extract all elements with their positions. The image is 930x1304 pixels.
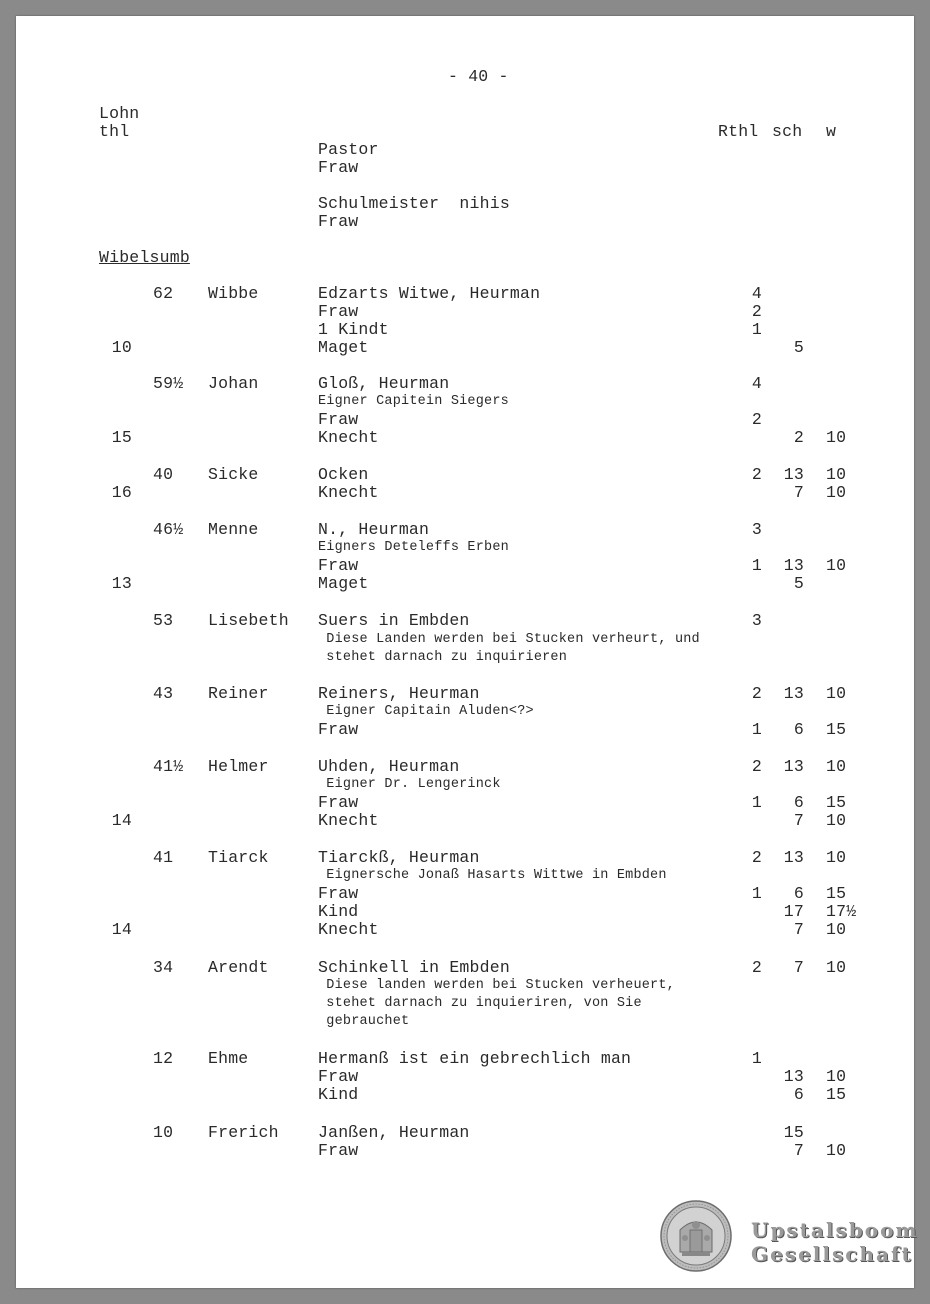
w-cell: 10 <box>826 483 847 502</box>
rthl-cell: 1 <box>751 1049 762 1068</box>
number-cell: 46½ <box>153 520 184 539</box>
w-cell: 10 <box>826 958 847 977</box>
given-name-cell: Reiner <box>208 684 269 703</box>
given-name-cell: Lisebeth <box>208 611 289 630</box>
entry-text: Hermanß ist ein gebrechlich man <box>318 1049 632 1068</box>
rthl-cell: 2 <box>751 302 762 321</box>
sch-cell: 6 <box>793 720 804 739</box>
seal-icon <box>660 1200 732 1272</box>
rthl-cell: 1 <box>751 320 762 339</box>
w-cell: 17½ <box>826 902 857 921</box>
entry-text: Schinkell in Embden <box>318 958 510 977</box>
w-cell: 10 <box>826 848 847 867</box>
sch-cell: 7 <box>793 811 804 830</box>
entry-text: Kind <box>318 902 359 921</box>
lohn-cell: 15 <box>111 428 132 447</box>
entry-text: 1 Kindt <box>318 320 389 339</box>
rthl-cell: 2 <box>751 757 762 776</box>
sch-cell: 5 <box>793 338 804 357</box>
given-name-cell: Sicke <box>208 465 259 484</box>
rthl-cell: 1 <box>751 884 762 903</box>
sch-cell: 6 <box>793 793 804 812</box>
rthl-cell: 2 <box>751 848 762 867</box>
sch-cell: 13 <box>783 465 804 484</box>
note-line: stehet darnach zu inquirieren <box>318 650 568 665</box>
w-cell: 10 <box>826 811 847 830</box>
rthl-cell: 3 <box>751 611 762 630</box>
rthl-cell: 1 <box>751 720 762 739</box>
sch-cell: 13 <box>783 556 804 575</box>
given-name-cell: Arendt <box>208 958 269 977</box>
number-cell: 43 <box>153 684 174 703</box>
sch-cell: 5 <box>793 574 804 593</box>
w-cell: 15 <box>826 793 847 812</box>
note-line: stehet darnach zu inquieriren, von Sie <box>318 996 642 1011</box>
number-cell: 41½ <box>153 757 184 776</box>
entry-text: Janßen, Heurman <box>318 1123 470 1142</box>
number-cell: 12 <box>153 1049 174 1068</box>
pre-line: Fraw <box>318 158 359 177</box>
rthl-cell: 1 <box>751 556 762 575</box>
w-cell: 10 <box>826 1141 847 1160</box>
rthl-cell: 2 <box>751 684 762 703</box>
village-heading: Wibelsumb <box>99 248 190 267</box>
note-line: Diese Landen werden bei Stucken verheurt, und <box>318 632 700 647</box>
entry-text: Edzarts Witwe, Heurman <box>318 284 541 303</box>
header-sch: sch <box>772 122 803 141</box>
entry-text: Fraw <box>318 302 359 321</box>
entry-text: Fraw <box>318 1141 359 1160</box>
sch-cell: 6 <box>793 884 804 903</box>
rthl-cell: 2 <box>751 410 762 429</box>
w-cell: 10 <box>826 684 847 703</box>
sch-cell: 13 <box>783 1067 804 1086</box>
note-line: Eignersche Jonaß Hasarts Wittwe in Embden <box>318 868 667 883</box>
lohn-cell: 10 <box>111 338 132 357</box>
given-name-cell: Helmer <box>208 757 269 776</box>
sch-cell: 2 <box>793 428 804 447</box>
entry-text: Gloß, Heurman <box>318 374 450 393</box>
number-cell: 53 <box>153 611 174 630</box>
entry-text: Knecht <box>318 483 379 502</box>
sch-cell: 17 <box>783 902 804 921</box>
note-line: gebrauchet <box>318 1014 410 1029</box>
entry-text: Fraw <box>318 556 359 575</box>
sch-cell: 13 <box>783 757 804 776</box>
entry-text: Kind <box>318 1085 359 1104</box>
entry-text: Fraw <box>318 1067 359 1086</box>
entry-text: Uhden, Heurman <box>318 757 460 776</box>
lohn-cell: 14 <box>111 920 132 939</box>
entry-text: Reiners, Heurman <box>318 684 480 703</box>
entry-text: Fraw <box>318 884 359 903</box>
header-rthl: Rthl <box>718 122 759 141</box>
note-line: Diese landen werden bei Stucken verheuert, <box>318 978 675 993</box>
header-thl: thl <box>99 122 130 141</box>
rthl-cell: 3 <box>751 520 762 539</box>
sch-cell: 7 <box>793 958 804 977</box>
w-cell: 10 <box>826 428 847 447</box>
entry-text: Maget <box>318 338 369 357</box>
rthl-cell: 4 <box>751 374 762 393</box>
entry-text: Ocken <box>318 465 369 484</box>
rthl-cell: 2 <box>751 465 762 484</box>
sch-cell: 13 <box>783 684 804 703</box>
w-cell: 10 <box>826 556 847 575</box>
number-cell: 10 <box>153 1123 174 1142</box>
number-cell: 59½ <box>153 374 184 393</box>
given-name-cell: Tiarck <box>208 848 269 867</box>
entry-text: Fraw <box>318 410 359 429</box>
lohn-cell: 16 <box>111 483 132 502</box>
header-lohn: Lohn <box>99 104 140 123</box>
entry-text: N., Heurman <box>318 520 430 539</box>
header-w: w <box>826 122 837 141</box>
brand-line-2: Gesellschaft <box>751 1242 913 1266</box>
pre-line: Fraw <box>318 212 359 231</box>
sch-cell: 7 <box>793 483 804 502</box>
sch-cell: 6 <box>793 1085 804 1104</box>
entry-text: Tiarckß, Heurman <box>318 848 480 867</box>
note-line: Eigners Deteleffs Erben <box>318 540 509 555</box>
rthl-cell: 2 <box>751 958 762 977</box>
note-line: Eigner Capitein Siegers <box>318 394 509 409</box>
lohn-cell: 13 <box>111 574 132 593</box>
given-name-cell: Menne <box>208 520 259 539</box>
rthl-cell: 4 <box>751 284 762 303</box>
sch-cell: 7 <box>793 1141 804 1160</box>
sch-cell: 15 <box>783 1123 804 1142</box>
number-cell: 41 <box>153 848 174 867</box>
sch-cell: 7 <box>793 920 804 939</box>
note-line: Eigner Dr. Lengerinck <box>318 777 501 792</box>
given-name-cell: Ehme <box>208 1049 249 1068</box>
entry-text: Fraw <box>318 720 359 739</box>
given-name-cell: Wibbe <box>208 284 259 303</box>
sch-cell: 13 <box>783 848 804 867</box>
rthl-cell: 1 <box>751 793 762 812</box>
entry-text: Knecht <box>318 920 379 939</box>
w-cell: 10 <box>826 1067 847 1086</box>
w-cell: 10 <box>826 465 847 484</box>
w-cell: 10 <box>826 920 847 939</box>
pre-line: Schulmeister nihis <box>318 194 510 213</box>
w-cell: 10 <box>826 757 847 776</box>
pre-line: Pastor <box>318 140 379 159</box>
entry-text: Maget <box>318 574 369 593</box>
note-line: Eigner Capitain Aluden<?> <box>318 704 534 719</box>
entry-text: Fraw <box>318 793 359 812</box>
entry-text: Suers in Embden <box>318 611 470 630</box>
lohn-cell: 14 <box>111 811 132 830</box>
number-cell: 40 <box>153 465 174 484</box>
w-cell: 15 <box>826 720 847 739</box>
page-number: - 40 - <box>448 67 509 86</box>
brand-line-1: Upstalsboom <box>751 1218 919 1242</box>
w-cell: 15 <box>826 884 847 903</box>
given-name-cell: Frerich <box>208 1123 279 1142</box>
number-cell: 34 <box>153 958 174 977</box>
entry-text: Knecht <box>318 811 379 830</box>
w-cell: 15 <box>826 1085 847 1104</box>
document-page <box>16 16 919 1288</box>
given-name-cell: Johan <box>208 374 259 393</box>
entry-text: Knecht <box>318 428 379 447</box>
number-cell: 62 <box>153 284 174 303</box>
